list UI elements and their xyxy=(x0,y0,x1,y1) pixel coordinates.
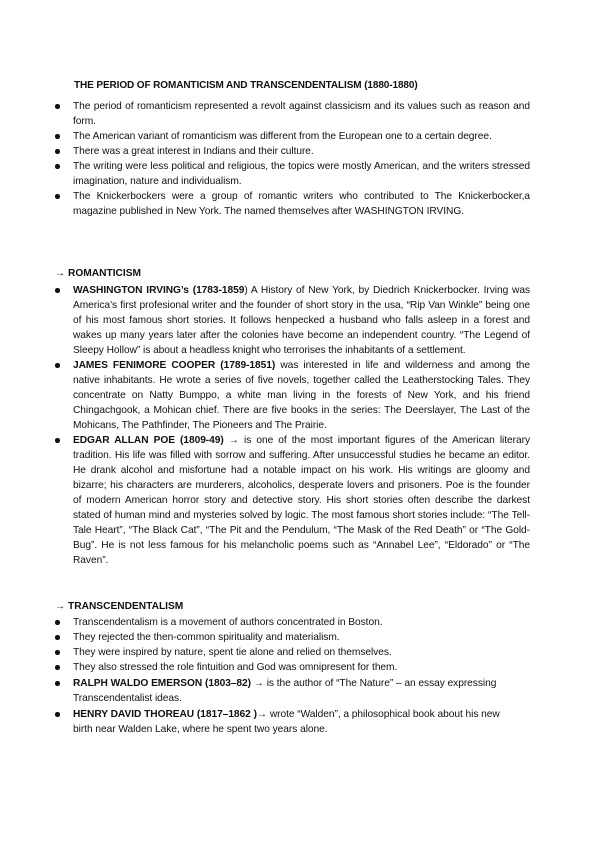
bullet-icon xyxy=(55,149,60,154)
bullet-icon xyxy=(55,650,60,655)
list-item: The American variant of romanticism was different from the European one to a certain degree. xyxy=(55,129,530,144)
author-item-irving: WASHINGTON IRVING’s (1783-1859) A History of New York, by Diedrich Knickerbocker. Irving was America’s first profesional writer and the founder of short story in the usa, “Rip Van Winkle” being one of his most famous short stories. It follows henpecked a husband who falls asleep in a forest and wakes up many years later after the colonies have become an independent country. “The Legend of Sleepy Hollow” is about a headless knight who terrorises the inhabitants of a settlement. xyxy=(55,283,530,358)
bullet-icon xyxy=(55,288,60,293)
list-item: They also stressed the role fintuition and God was omnipresent for them. xyxy=(55,660,530,675)
bullet-icon xyxy=(55,194,60,199)
page-title: THE PERIOD OF ROMANTICISM AND TRANSCENDENTALISM (1880-1880) xyxy=(74,80,418,91)
bullet-icon xyxy=(55,712,60,717)
list-item: The writing were less political and religious, the topics were mostly American, and the writers stressed imagination, nature and individualism. xyxy=(55,159,530,189)
section-heading-romanticism: → ROMANTICISM xyxy=(55,268,142,279)
author-name: JAMES FENIMORE COOPER (1789-1851) xyxy=(73,360,276,371)
list-item: They rejected the then-common spirituality and materialism. xyxy=(55,630,530,645)
bullet-icon xyxy=(55,363,60,368)
list-item: The Knickerbockers were a group of romantic writers who contributed to The Knickerbocker,a magazine published in New York. The named themselves after WASHINGTON IRVING. xyxy=(55,189,530,219)
bullet-icon xyxy=(55,164,60,169)
bullet-icon xyxy=(55,134,60,139)
author-name: WASHINGTON IRVING’s (1783-1859 xyxy=(73,285,245,296)
intro-list xyxy=(55,99,530,219)
list-item: Transcendentalism is a movement of authors concentrated in Boston. xyxy=(55,615,530,630)
bullet-icon xyxy=(55,104,60,109)
bullet-icon xyxy=(55,438,60,443)
bullet-icon xyxy=(55,635,60,640)
author-name: EDGAR ALLAN POE (1809-49) xyxy=(73,435,224,446)
author-item-thoreau: HENRY DAVID THOREAU (1817–1862 )→ wrote “Walden”, a philosophical book about his new birth near Walden Lake, where he spent two years alone. xyxy=(55,707,530,737)
list-item: They were inspired by nature, spent tie alone and relied on themselves. xyxy=(55,645,530,660)
author-name: RALPH WALDO EMERSON (1803–82) xyxy=(73,678,251,689)
author-item-emerson: RALPH WALDO EMERSON (1803–82) → is the author of “The Nature” – an essay expressing Transcendentalist ideas. xyxy=(55,676,530,706)
author-item-poe: EDGAR ALLAN POE (1809-49) → is one of the most important figures of the American literary tradition. His life was filled with sorrow and suffering. After unsuccessful studies he became an editor. He drank alcohol and misfortune had a notable impact on his work. His writings are gloomy and bizarre; his characters are murderers, alcoholics, desperate lovers and prisoners. Poe is the founder of modern American horror story and detective story. His short stories often describe the darkest stated of human mind and mysteries solved by logic. The most famous short stories include: “The Tell-Tale Heart”, “The Black Cat”, “The Pit and the Pendulum, “The Mask of the Red Death” or “The Gold-Bug”. He is not less famous for his melancholic poems such as “Annabel Lee”, “Eldorado” or “The Raven”. xyxy=(55,433,530,568)
author-item-cooper: JAMES FENIMORE COOPER (1789-1851) was interested in life and wilderness and among the native inhabitants. He wrote a series of five novels, together called the Leatherstocking Tales. They concentrate on Natty Bumppo, a white man living in the forests of New York, and his friend Chingachgook, a Mohican chief. There are five books in the series: The Deerslayer, The Last of the Mohicans, The Pathfinder, The Pioneers and The Prairie. xyxy=(55,358,530,433)
romanticism-list xyxy=(55,283,530,568)
bullet-icon xyxy=(55,665,60,670)
list-item: The period of romanticism represented a revolt against classicism and its values such as reason and form. xyxy=(55,99,530,129)
bullet-icon xyxy=(55,681,60,686)
transcendentalism-list xyxy=(55,615,530,737)
bullet-icon xyxy=(55,620,60,625)
list-item: There was a great interest in Indians and their culture. xyxy=(55,144,530,159)
author-name: HENRY DAVID THOREAU (1817–1862 ) xyxy=(73,709,257,720)
section-heading-transcendentalism: → TRANSCENDENTALISM xyxy=(55,601,184,612)
